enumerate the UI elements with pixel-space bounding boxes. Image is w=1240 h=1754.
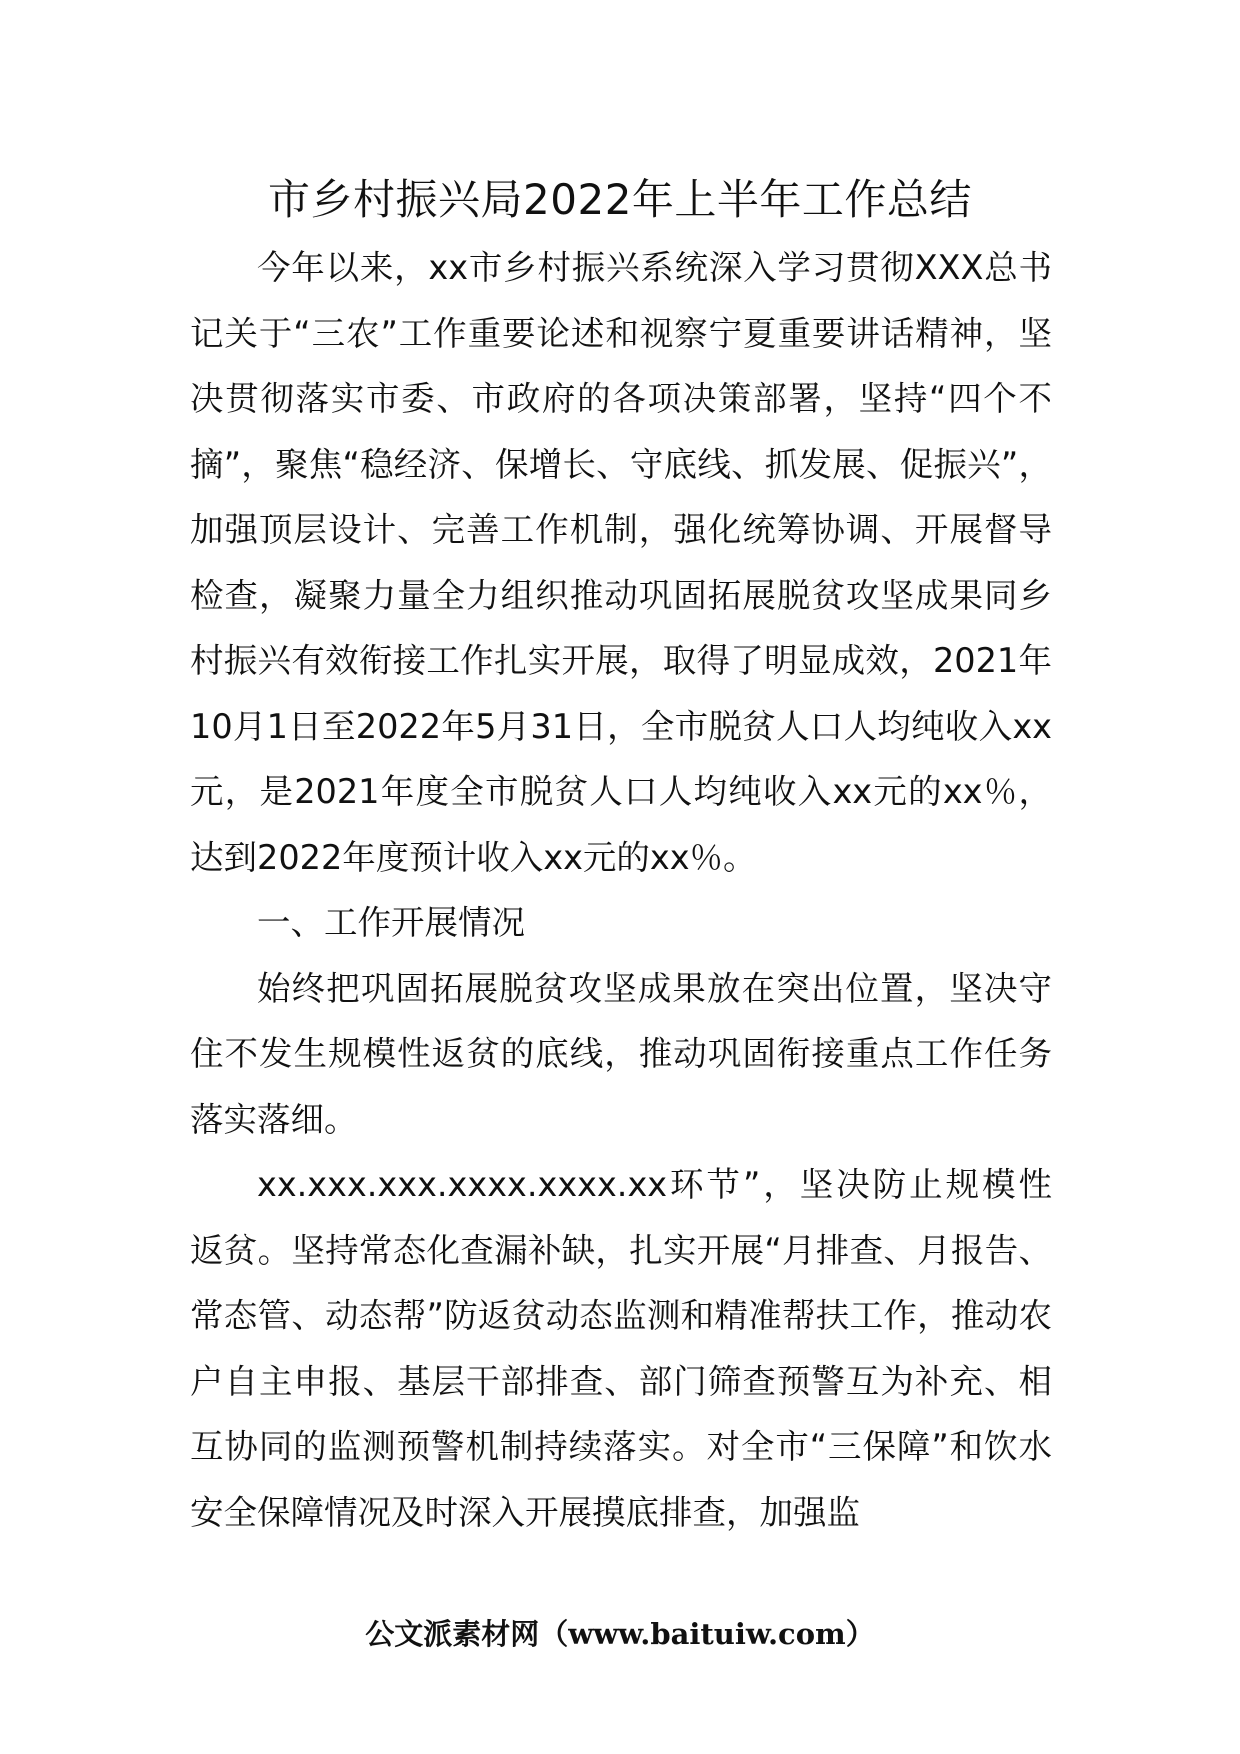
document-title: 市乡村振兴局2022年上半年工作总结	[268, 175, 972, 224]
footer-watermark: 公文派素材网（www.baituiw.com）	[365, 1617, 875, 1651]
intro-paragraph: 今年以来，xx市乡村振兴系统深入学习贯彻XXX总书记关于“三农”工作重要论述和视察宁夏重要讲话精神，坚决贯彻落实市委、市政府的各项决策部署，坚持“四个不摘”，聚焦“稳经济、保增长、守底线、抓发展、促振兴”，加强顶层设计、完善工作机制，强化统筹协调、开展督导检查，凝聚力量全力组织推动巩固拓展脱贫攻坚成果同乡村振兴有效衔接工作扎实开展，取得了明显成效，2021年10月1日至2022年5月31日，全市脱贫人口人均纯收入xx元，是2021年度全市脱贫人口人均纯收入xx元的xx％，达到2022年度预计收入xx元的xx％。	[190, 248, 1052, 877]
section-paragraph: xx.xxx.xxx.xxxx.xxxx.xx环节”，坚决防止规模性返贫。坚持常态化查漏补缺，扎实开展“月排查、月报告、常态管、动态帮”防返贫动态监测和精准帮扶工作，推动农户自主申报、基层干部排查、部门筛查预警互为补充、相互协同的监测预警机制持续落实。对全市“三保障”和饮水安全保障情况及时深入开展摸底排查，加强监	[190, 1165, 1052, 1532]
section-heading: 一、工作开展情况	[257, 903, 525, 942]
section-paragraph: 始终把巩固拓展脱贫攻坚成果放在突出位置，坚决守住不发生规模性返贫的底线，推动巩固衔接重点工作任务落实落细。	[190, 968, 1052, 1139]
document-body	[190, 235, 1052, 1545]
